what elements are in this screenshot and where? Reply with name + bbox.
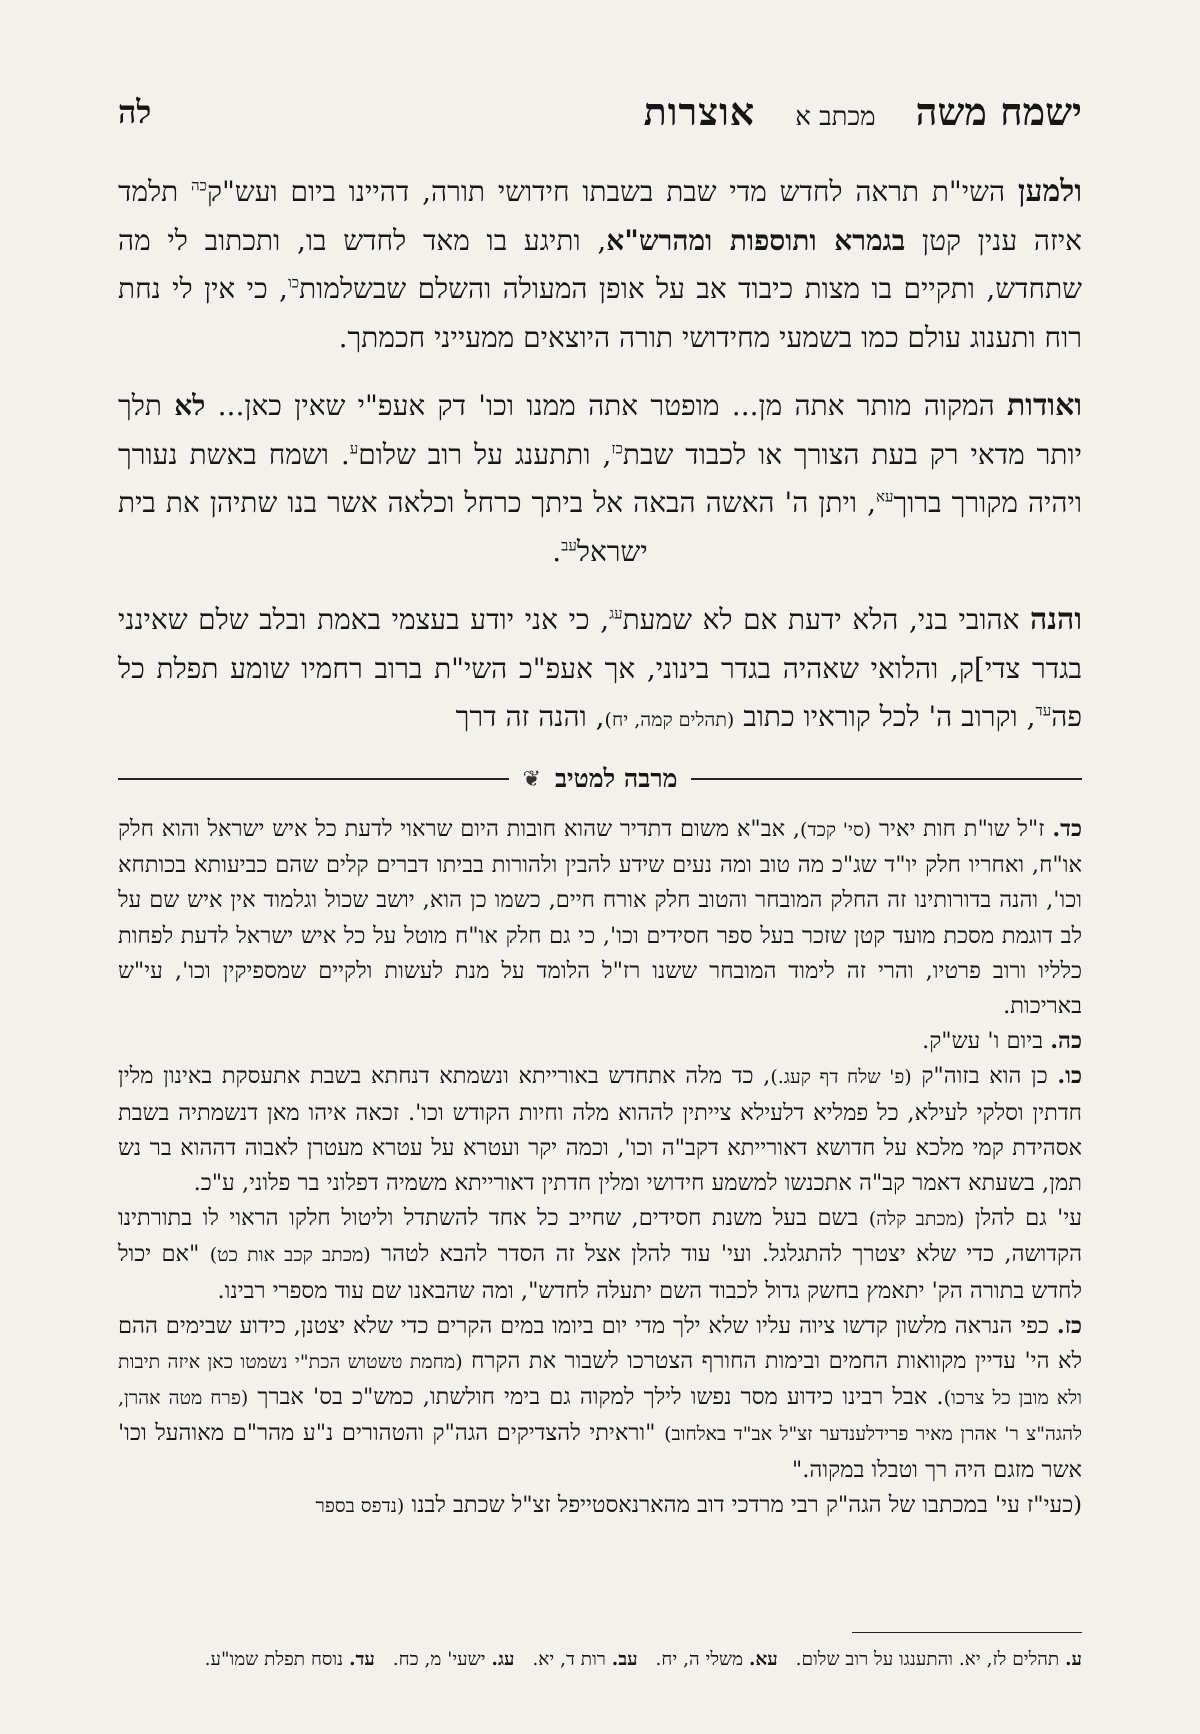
citation: (מכתב קלה) bbox=[868, 1208, 965, 1231]
footnote-label: עג. bbox=[491, 1649, 515, 1670]
note bbox=[118, 1309, 1082, 1488]
note-text: כן הוא בזוה"ק bbox=[911, 1063, 1058, 1090]
running-header bbox=[118, 82, 1082, 142]
main-paragraph bbox=[118, 596, 1082, 745]
text-run: המקוה מותר אתה מן... מופטר אתה ממנו וכו' דק אעפ"י שאין כאן... bbox=[205, 389, 1007, 422]
bold-run: בגמרא ותוספות ומהרש"א bbox=[606, 223, 906, 257]
text-run: תלך יותר מדאי רק בעת הצורך או לכבוד שבת bbox=[118, 389, 1082, 471]
text-run: , כי אין לי נחת רוח ותענוג עולם כמו בשמעי מחידושי תורה היוצאים ממעייני חכמתך. bbox=[118, 272, 1082, 354]
citation: (מחמת טשטוש הכת"י נשמטו כאן איזה תיבות ולא מובן כל צרכו) bbox=[118, 1351, 1082, 1410]
note bbox=[118, 1024, 1082, 1059]
note-label: כד. bbox=[1052, 816, 1082, 842]
footnote-marker: ע bbox=[349, 439, 359, 458]
footnote-label: עא. bbox=[748, 1649, 778, 1670]
note-label: כה. bbox=[1050, 1028, 1082, 1055]
note-text: "וראיתי להצדיקים הגה"ק והטהורים נ"ע מהר"ם מאוהעל וכו' אשר מזגם היה רך וטבלו במקוה." bbox=[118, 1420, 1082, 1483]
citation: (מכתב קכב אות כט) bbox=[209, 1244, 371, 1267]
footnote bbox=[532, 1649, 637, 1670]
note-text: . אבל רבינו כידוע מסר נפשו לילך למקוה גם בימי חולשתו, כמש"כ בס' אברך bbox=[248, 1384, 944, 1411]
citation: (סי' קכד) bbox=[800, 819, 872, 841]
note bbox=[118, 1201, 1082, 1309]
running-section: מכתב א bbox=[795, 102, 876, 132]
text-run: . bbox=[552, 534, 562, 568]
footnote bbox=[205, 1649, 375, 1670]
note-text: (כעי"ז עי' במכתבו של הגה"ק רבי מרדכי דוב מהארנאסטייפל זצ"ל שכתב לבנו bbox=[404, 1491, 1082, 1518]
main-paragraph bbox=[118, 168, 1082, 362]
notes-section-title: מרבה למטיב bbox=[554, 764, 678, 793]
page-number: לה bbox=[118, 93, 152, 131]
commentary-notes bbox=[118, 812, 1082, 1524]
note-text: "אם יכול לחדש בתורה הק' יתאמץ בחשק גדול לכבוד השם יתעלה לחדש", ומה שהבאנו שם עוד מספרי רבינו. bbox=[118, 1241, 1082, 1304]
citation: (נדפס בספר bbox=[315, 1494, 405, 1517]
divider-line bbox=[118, 778, 509, 780]
text-run: . ושמח באשת נעורך ויהיה מקורך ברוך bbox=[118, 437, 1083, 519]
notes-divider bbox=[118, 759, 1082, 799]
text-run: , וקרוב ה' לכל קוראיו כתוב bbox=[734, 700, 1036, 733]
text-run: , והנה זה דרך bbox=[455, 700, 605, 733]
footnote bbox=[393, 1649, 515, 1670]
note-text: , כד מלה אתחדש באורייתא ונשמתא דנחתא בשבת אתעסקת באינון מלין חדתין וסלקי לעילא, כל פמליא דלעילא צייתין לההוא מלה וחיות הקודש וכו'. זכאה איהו מאן דנשמתיה בשבת אסהידת קמי מלכא על חדושא דאורייתא דקב"ה וכו', וכמה יקר ועטרא על עטרא מעטרן לאבוה דההוא בר נש תמן, בשעתא דאמר קב"ה אתכנשו למשמע חידושי ומלין חדתין דאורייתא משמיה דפלוני בר פלוני, ע"כ. bbox=[118, 1063, 1082, 1197]
main-paragraph bbox=[118, 382, 1082, 576]
note-text: , אב"א משום דתדיר שהוא חובות היום שראוי לדעת כל איש ישראל והוא חלק או"ח, ואחריו חלק יו"ד שג"כ מה טוב ומה נעים שידע להבין ולהורות בביתו דברים קלים שהם כביעותא בכותחא וכו', והנה בדורותינו זה החלק המובחר והטוב חלק אורח חיים, כשמו כן הוא, יושב שכול וגלמוד אין איש שם על לב דוגמת מסכת מועד קטן שזכר בעל ספר חסידים וכו', כי גם חלק או"ח מוטל על כל איש ישראל לדעת לפחות כלליו ורוב פרטיו, והרי זה לימוד המובחר ששנו רז"ל הלומד על מנת לעשות ולקיים שמספיקין וכו', עי"ש באריכות. bbox=[118, 816, 1082, 1020]
bold-run: לא bbox=[174, 389, 206, 422]
note-text: בשם בעל משנת חסידים, שחייב כל אחד להשתדל וליטול חלקו הראוי לו בתורתינו הקדושה, כדי שלא יצטרך להתגלגל. ועי' עוד להלן אצל זה הסדר להבא לטהר bbox=[118, 1205, 1083, 1268]
citation: (תהלים קמה, יח) bbox=[604, 709, 735, 731]
main-text bbox=[118, 168, 1082, 765]
footnote-rule bbox=[852, 1632, 1082, 1633]
footnote-label: עד. bbox=[349, 1649, 375, 1670]
note bbox=[118, 1488, 1082, 1524]
note-text: עי' גם להלן bbox=[964, 1205, 1082, 1232]
footnote-text: נוסח תפלת שמו"ע. bbox=[204, 1649, 344, 1670]
text-run: , ותתענג על רוב שלום bbox=[358, 437, 612, 471]
footnote bbox=[796, 1649, 1082, 1670]
footnote-text: ישעי' מ, כח. bbox=[392, 1649, 486, 1670]
note-label: כו. bbox=[1057, 1063, 1082, 1090]
paragraph-opener: והנה bbox=[1030, 602, 1082, 637]
citation: (פ' שלח דף קעג.) bbox=[770, 1066, 912, 1089]
text-run: השי"ת תראה לחדש מדי שבת בשבתו חידושי תורה, דהיינו ביום ועש"ק bbox=[207, 175, 1018, 208]
text-run: , ויתן ה' האשה הבאה אל ביתך כרחל וכלאה אשר בנו שתיהן את בית ישראל bbox=[118, 486, 876, 568]
footnote-marker: כו bbox=[287, 273, 300, 292]
text-run: , כי אני יודע בעצמי באמת ובלב שלם שאינני בגדר צדי]ק, והלואי שאהיה בגדר בינוני, אך אעפ"כ השי"ת ברוב רחמיו שומע תפלת כל פה bbox=[118, 603, 1082, 733]
footnote-text: תהלים לז, יא. והתענגו על רוב שלום. bbox=[795, 1649, 1060, 1670]
footnote-marker: כה bbox=[191, 176, 207, 195]
note-text: ביום ו' עש"ק. bbox=[922, 1028, 1051, 1055]
footnote-marker: עא bbox=[875, 487, 894, 506]
footnote-text: משלי ה, יח. bbox=[655, 1649, 744, 1670]
footnote bbox=[656, 1649, 778, 1670]
note-text: ז"ל שו"ת חות יאיר bbox=[871, 816, 1053, 842]
text-run: אהובי בני, הלא ידעת אם לא שמעת bbox=[622, 603, 1031, 636]
footnotes bbox=[118, 1646, 1082, 1674]
footnote-marker: עד bbox=[1035, 701, 1052, 720]
footnote-label: עב. bbox=[611, 1649, 638, 1670]
note bbox=[118, 1059, 1082, 1201]
footnote-text: רות ד, יא. bbox=[532, 1649, 606, 1670]
note-label: כז. bbox=[1056, 1312, 1082, 1339]
running-title-right: ישמח משה bbox=[915, 89, 1082, 134]
paragraph-opener: ולמען bbox=[1017, 174, 1082, 209]
running-title-left: אוצרות bbox=[643, 89, 756, 134]
running-title-group bbox=[644, 89, 1082, 135]
divider-line bbox=[691, 778, 1082, 780]
note-text: כפי הנראה מלשון קדשו ציוה עליו שלא ילך מדי יום ביומו במים הקרים כדי שלא יצטנן, כידוע שבימים ההם לא הי' עדיין מקוואות החמים ובימות החורף הצטרכו לשבור את הקרח bbox=[118, 1312, 1082, 1375]
footnote-marker: עב bbox=[561, 536, 577, 555]
text-run: תלמד איזה ענין קטן bbox=[118, 175, 1082, 257]
citation: (פרח מטה אהרן, להגה"צ ר' אהרן מאיר פרידלענדער זצ"ל אב"ד באלחוב) bbox=[118, 1387, 1082, 1446]
note bbox=[118, 812, 1082, 1024]
ornament-icon: ❦ bbox=[522, 766, 541, 792]
footnote-marker: כז bbox=[611, 439, 623, 458]
footnote-marker: עג bbox=[609, 604, 623, 623]
footnote-label: ע. bbox=[1065, 1649, 1082, 1670]
paragraph-opener: ואודות bbox=[1007, 388, 1083, 423]
text-run: , ותיגע בו מאד לחדש בו, ותכתוב לי מה שתחדש, ותקיים בו מצות כיבוד אב על אופן המעולה והשלם שבשלמות bbox=[118, 223, 1082, 305]
